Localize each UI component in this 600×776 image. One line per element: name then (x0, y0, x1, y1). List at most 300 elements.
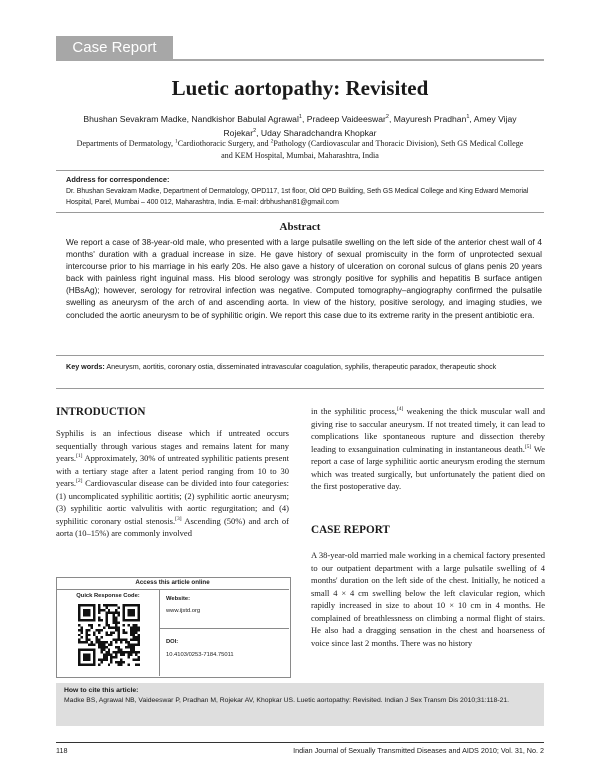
qr-module (80, 636, 82, 638)
qr-module (118, 649, 120, 651)
qr-module (78, 616, 80, 618)
qr-module (85, 641, 87, 643)
qr-module (135, 664, 137, 666)
qr-module (93, 606, 95, 608)
qr-module (113, 656, 115, 658)
qr-module (98, 616, 100, 618)
qr-module (130, 654, 132, 656)
qr-module (93, 651, 95, 653)
qr-module (80, 604, 82, 606)
qr-module (78, 664, 80, 666)
qr-module (80, 649, 82, 651)
qr-module (135, 619, 137, 621)
intro-text: weakening the thick muscular wall and giving rise to saccular aneurysm. If not treated timely, it can lead to complications like spontaneous rupture and dissection thereby leading to exsanguination culminating in instantaneous death. (311, 406, 545, 454)
qr-module (105, 624, 107, 626)
qr-module (95, 639, 97, 641)
qr-module (113, 651, 115, 653)
qr-module (103, 659, 105, 661)
qr-module (83, 641, 85, 643)
qr-module (88, 629, 90, 631)
qr-module (138, 629, 140, 631)
case-report-paragraph: A 38-year-old married male working in a chemical factory presented to our outpatient department with a large pulsatile swelling of 4 months' duration on the left side of the chest. Initially, he noticed a small 4 × 4 cm swelling below the left clavicular region, which rapidly increased in size to about 10 × 10 cm in 4 months. He complained of breathlessness on climbing a normal flight of stairs. He also had a dragging sensation in the chest and hoarseness of voice since last 2 months. There was no history (311, 550, 545, 648)
qr-module (88, 639, 90, 641)
qr-module (83, 604, 85, 606)
qr-module (138, 609, 140, 611)
qr-module (110, 656, 112, 658)
qr-module (115, 626, 117, 628)
qr-module (98, 629, 100, 631)
qr-module (128, 654, 130, 656)
qr-module (95, 641, 97, 643)
qr-module (85, 634, 87, 636)
qr-module (118, 646, 120, 648)
qr-module (138, 651, 140, 653)
qr-module (108, 624, 110, 626)
qr-module (78, 639, 80, 641)
introduction-paragraph (56, 427, 289, 540)
qr-module (118, 629, 120, 631)
qr-module (93, 616, 95, 618)
qr-module (78, 614, 80, 616)
qr-module (78, 656, 80, 658)
qr-module (133, 611, 135, 613)
qr-module (110, 604, 112, 606)
qr-module (88, 624, 90, 626)
qr-module (98, 609, 100, 611)
qr-module (130, 619, 132, 621)
affiliation-text: Pathology (Cardiovascular and Thoracic Division), Seth GS Medical College and KEM Hospital, Mumbai, Maharashtra, India (221, 139, 524, 160)
qr-module (100, 659, 102, 661)
qr-module (130, 609, 132, 611)
author-name: Amey Vijay Rojekar (223, 114, 517, 138)
qr-module (98, 631, 100, 633)
qr-module (123, 604, 125, 606)
citation-ref: [4] (396, 406, 404, 413)
qr-module (138, 664, 140, 666)
qr-module (135, 651, 137, 653)
qr-module (125, 604, 127, 606)
qr-module (108, 611, 110, 613)
qr-module (138, 634, 140, 636)
qr-module (108, 654, 110, 656)
qr-module (110, 611, 112, 613)
qr-module (100, 641, 102, 643)
doi-value[interactable]: 10.4103/0253-7184.75011 (166, 652, 234, 658)
qr-module (123, 631, 125, 633)
citation-heading: How to cite this article: (64, 687, 139, 694)
qr-module (135, 639, 137, 641)
qr-module (78, 629, 80, 631)
qr-module (118, 626, 120, 628)
qr-module (133, 614, 135, 616)
qr-module (88, 664, 90, 666)
journal-name: Indian Journal of Sexually Transmitted Diseases and AIDS 2010; Vol. 31, No. 2 (293, 746, 544, 755)
citation-ref: [1] (76, 453, 83, 460)
intro-continued-paragraph (311, 405, 545, 493)
qr-module (115, 639, 117, 641)
qr-module (98, 604, 100, 606)
qr-module (125, 651, 127, 653)
case-report-heading: CASE REPORT (311, 524, 390, 536)
qr-module (115, 621, 117, 623)
qr-module (93, 604, 95, 606)
qr-module (78, 649, 80, 651)
qr-module (108, 664, 110, 666)
qr-module (103, 641, 105, 643)
access-divider (159, 628, 289, 629)
qr-module (93, 619, 95, 621)
qr-module (90, 626, 92, 628)
affiliation-text: Departments of Dermatology, (76, 139, 175, 148)
qr-module (123, 651, 125, 653)
qr-module (100, 636, 102, 638)
qr-module (78, 654, 80, 656)
qr-module (118, 631, 120, 633)
author-sup: 1 (466, 114, 470, 121)
qr-module (78, 634, 80, 636)
qr-module (98, 606, 100, 608)
qr-module (105, 604, 107, 606)
qr-module (118, 661, 120, 663)
author-name: Mayuresh Pradhan (393, 114, 467, 124)
author-name: Uday Sharadchandra Khopkar (260, 128, 377, 138)
intro-text: Approximately, 30% of untreated syphilitic patients present with a tertiary stage after a latent period ranging from 10 to 30 years. (56, 453, 289, 489)
qr-module (83, 654, 85, 656)
qr-module (90, 604, 92, 606)
qr-module (128, 609, 130, 611)
qr-module (105, 656, 107, 658)
qr-module (128, 641, 130, 643)
qr-module (113, 611, 115, 613)
qr-module (105, 646, 107, 648)
qr-module (80, 626, 82, 628)
qr-module (138, 639, 140, 641)
qr-module (123, 606, 125, 608)
abstract-heading: Abstract (279, 221, 321, 233)
qr-module (90, 641, 92, 643)
qr-module (105, 634, 107, 636)
qr-module (93, 656, 95, 658)
qr-module (98, 664, 100, 666)
website-label: Website: (166, 596, 191, 602)
qr-module (100, 609, 102, 611)
qr-module (85, 639, 87, 641)
citation-text: Madke BS, Agrawal NB, Vaideeswar P, Pradhan M, Rojekar AV, Khopkar US. Luetic aortopathy: Revisited. Indian J Sex Transm Dis 2010;31:118-21. (64, 697, 510, 704)
qr-module (130, 646, 132, 648)
qr-module (88, 604, 90, 606)
citation-ref: [5] (524, 443, 532, 450)
qr-module (133, 619, 135, 621)
qr-module (85, 664, 87, 666)
intro-text: Ascending (50%) and arch of aorta (10–15%) are commonly involved (56, 515, 289, 539)
qr-module (83, 659, 85, 661)
qr-module (113, 631, 115, 633)
qr-module (98, 641, 100, 643)
qr-module (105, 641, 107, 643)
qr-module (93, 664, 95, 666)
qr-module (138, 606, 140, 608)
qr-module (135, 604, 137, 606)
qr-module (110, 644, 112, 646)
qr-module (123, 629, 125, 631)
qr-module (118, 651, 120, 653)
footer-rule (56, 742, 544, 743)
website-link[interactable]: www.ijstd.org (166, 608, 201, 614)
qr-module (83, 609, 85, 611)
author-sup: 1 (298, 114, 302, 121)
qr-module (85, 656, 87, 658)
qr-module (85, 604, 87, 606)
qr-module (125, 631, 127, 633)
article-title: Luetic aortopathy: Revisited (171, 76, 429, 100)
qr-module (95, 636, 97, 638)
qr-module (135, 626, 137, 628)
qr-module (115, 619, 117, 621)
author-name: Bhushan Sevakram Madke (83, 114, 187, 124)
author-name: Pradeep Vaideeswar (306, 114, 386, 124)
qr-module (133, 651, 135, 653)
citation-ref: [3] (175, 516, 182, 522)
qr-module (128, 664, 130, 666)
qr-module (105, 611, 107, 613)
qr-module (105, 631, 107, 633)
qr-module (118, 636, 120, 638)
qr-module (123, 614, 125, 616)
qr-module (88, 654, 90, 656)
qr-module (123, 661, 125, 663)
qr-module (90, 664, 92, 666)
author-list: Bhushan Sevakram Madke, Nandkishor Babulal Agrawal$^1$, Pradeep Vaideeswar$^2$, Mayuresh Pradhan$^1$, Amey Vijay Rojekar$^2$, Uday Sharadchandra Khopkar (83, 114, 517, 138)
affiliation-sup: 2 (270, 138, 274, 145)
qr-module (123, 611, 125, 613)
qr-module (130, 626, 132, 628)
qr-module (113, 639, 115, 641)
qr-module (80, 629, 82, 631)
qr-module (78, 611, 80, 613)
qr-module (130, 611, 132, 613)
qr-module (88, 649, 90, 651)
qr-module (120, 661, 122, 663)
qr-module (128, 651, 130, 653)
qr-module (98, 659, 100, 661)
qr-module (105, 621, 107, 623)
qr-module (110, 659, 112, 661)
qr-module (105, 654, 107, 656)
qr-module (100, 651, 102, 653)
qr-module (113, 619, 115, 621)
qr-module (103, 604, 105, 606)
qr-module (123, 616, 125, 618)
qr-module (138, 611, 140, 613)
qr-module (138, 656, 140, 658)
qr-module (138, 636, 140, 638)
qr-module (138, 626, 140, 628)
qr-code-icon (78, 604, 140, 666)
affiliation-text: Cardiothoracic Surgery, and (177, 139, 271, 148)
qr-module (130, 651, 132, 653)
qr-module (128, 656, 130, 658)
qr-module (130, 604, 132, 606)
qr-module (115, 641, 117, 643)
qr-module (98, 639, 100, 641)
qr-module (135, 624, 137, 626)
qr-module (93, 649, 95, 651)
qr-module (108, 634, 110, 636)
access-divider (159, 589, 160, 676)
intro-text: Syphilis is an infectious disease which if untreated occurs sequentially through various stages and remains latent for many years. (56, 428, 289, 464)
qr-module (80, 664, 82, 666)
qr-module (80, 641, 82, 643)
qr-module (85, 636, 87, 638)
qr-module (103, 649, 105, 651)
section-tag: Case Report (56, 36, 173, 59)
correspondence-heading: Address for correspondence: (66, 175, 170, 184)
qr-module (130, 629, 132, 631)
qr-module (120, 664, 122, 666)
qr-module (85, 631, 87, 633)
qr-module (115, 646, 117, 648)
qr-module (120, 651, 122, 653)
qr-module (78, 661, 80, 663)
keywords-text: Aneurysm, aortitis, coronary ostia, disseminated intravascular coagulation, syphilis, therapeutic paradox, therapeutic shock (106, 362, 497, 371)
qr-module (108, 626, 110, 628)
qr-module (78, 609, 80, 611)
qr-module (118, 639, 120, 641)
section-tag-rule (56, 59, 544, 61)
qr-module (93, 614, 95, 616)
qr-module (93, 644, 95, 646)
qr-module (115, 651, 117, 653)
qr-module (85, 619, 87, 621)
qr-module (100, 646, 102, 648)
qr-module (80, 619, 82, 621)
qr-label: Quick Response Code: (76, 593, 140, 599)
qr-module (125, 641, 127, 643)
qr-module (108, 644, 110, 646)
qr-module (113, 604, 115, 606)
affiliations (75, 138, 525, 162)
qr-module (118, 664, 120, 666)
qr-module (108, 604, 110, 606)
qr-module (105, 651, 107, 653)
abstract-text: We report a case of 38-year-old male, who presented with a large pulsatile swelling on the left side of the anterior chest wall of 4 months' duration with a gradual increase in size. He gave history of sexual promiscuity in the form of unprotected sexual intercourse prior to his marriage in his early 20s. He also gave a history of ulceration on coronal sulcus of glans penis 20 years back with painless right inguinal mass. His blood serology was strongly positive for syphilis and hepatitis B surface antigen (HBsAg); however, serology for retroviral infection was negative. Computed tomography–angiography confirmed the pulsatile swelling as aneurysm of the arch of and ascending aorta. In view of the history, positive serology, and imaging studies, we concluded the aortic aneurysm to be of syphilitic origin. We report this case due to its extreme rarity in the present antibiotic era. (66, 237, 542, 320)
qr-module (130, 644, 132, 646)
qr-module (133, 644, 135, 646)
qr-module (133, 624, 135, 626)
qr-module (110, 641, 112, 643)
qr-module (78, 604, 80, 606)
qr-module (93, 611, 95, 613)
qr-module (93, 631, 95, 633)
qr-module (130, 631, 132, 633)
qr-module (120, 659, 122, 661)
qr-module (105, 606, 107, 608)
qr-module (123, 624, 125, 626)
qr-module (133, 604, 135, 606)
qr-module (88, 644, 90, 646)
qr-module (83, 614, 85, 616)
qr-module (135, 631, 137, 633)
qr-module (118, 606, 120, 608)
qr-module (133, 634, 135, 636)
qr-module (100, 644, 102, 646)
qr-module (128, 614, 130, 616)
intro-text: We report a case of large syphilitic aortic aneurysm eroding the sternum which was treated surgically, but unfortunately the patient died on the first postoperative day. (311, 443, 545, 492)
qr-module (103, 626, 105, 628)
author-sup: 2 (385, 114, 389, 121)
qr-module (83, 664, 85, 666)
qr-module (98, 624, 100, 626)
qr-module (105, 659, 107, 661)
qr-module (88, 634, 90, 636)
qr-module (115, 629, 117, 631)
qr-module (78, 606, 80, 608)
qr-module (115, 616, 117, 618)
qr-module (85, 654, 87, 656)
qr-module (133, 609, 135, 611)
qr-module (118, 614, 120, 616)
qr-module (125, 619, 127, 621)
qr-module (130, 649, 132, 651)
qr-module (85, 659, 87, 661)
qr-module (135, 659, 137, 661)
qr-module (130, 634, 132, 636)
qr-module (135, 629, 137, 631)
qr-module (95, 629, 97, 631)
access-heading: Access this article online (56, 577, 289, 590)
correspondence-text: Dr. Bhushan Sevakram Madke, Department of Dermatology, OPD117, 1st floor, Old OPD Building, Seth GS Medical College and King Edward Memorial Hospital, Parel, Mumbai – 400 012, Maharashtra, India. E-mail: drbhushan81@gmail.com (66, 188, 529, 206)
qr-module (113, 621, 115, 623)
qr-module (130, 614, 132, 616)
qr-module (115, 609, 117, 611)
qr-module (105, 616, 107, 618)
qr-module (83, 611, 85, 613)
qr-module (138, 604, 140, 606)
qr-module (135, 654, 137, 656)
qr-module (85, 629, 87, 631)
qr-module (98, 644, 100, 646)
qr-module (128, 604, 130, 606)
qr-module (100, 619, 102, 621)
qr-module (115, 656, 117, 658)
qr-module (100, 661, 102, 663)
keywords (66, 361, 540, 372)
intro-text: in the syphilitic process, (311, 406, 397, 416)
qr-module (110, 626, 112, 628)
qr-module (120, 641, 122, 643)
qr-module (88, 609, 90, 611)
qr-module (93, 661, 95, 663)
introduction-heading: INTRODUCTION (56, 406, 146, 418)
qr-module (138, 619, 140, 621)
qr-module (138, 659, 140, 661)
qr-module (78, 651, 80, 653)
qr-module (115, 654, 117, 656)
qr-module (123, 654, 125, 656)
qr-module (88, 659, 90, 661)
qr-module (103, 656, 105, 658)
qr-module (78, 624, 80, 626)
qr-module (85, 609, 87, 611)
qr-module (103, 644, 105, 646)
qr-module (108, 649, 110, 651)
qr-module (83, 649, 85, 651)
qr-module (138, 614, 140, 616)
qr-module (83, 656, 85, 658)
qr-module (98, 611, 100, 613)
qr-module (113, 614, 115, 616)
qr-module (128, 624, 130, 626)
